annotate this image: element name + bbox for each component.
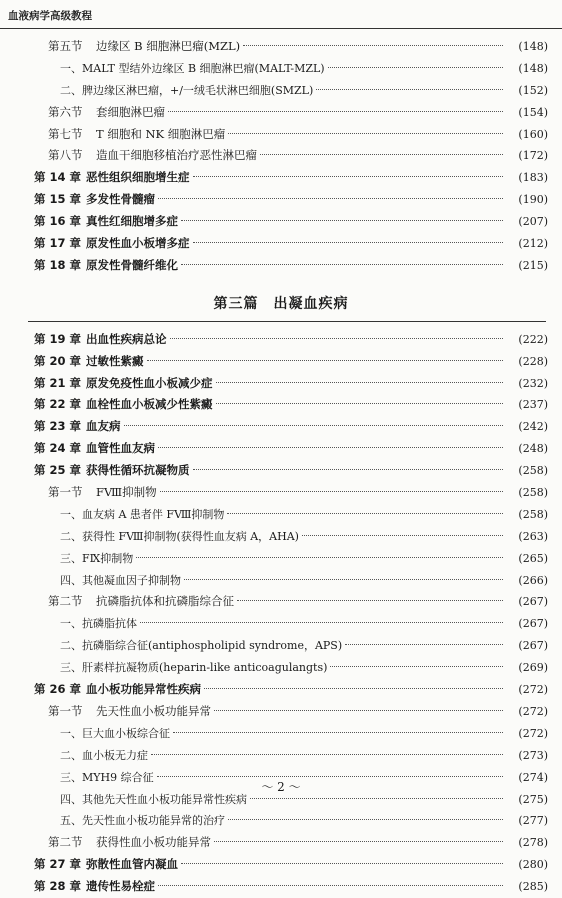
entry-title: 四、其他凝血因子抑制物 — [60, 573, 181, 587]
entry-title: 原发性血小板增多症 — [86, 236, 190, 251]
toc-item-entry[interactable] — [0, 723, 562, 745]
entry-title: 五、先天性血小板功能异常的治疗 — [60, 814, 225, 828]
dot-leader — [140, 622, 503, 623]
toc-chapter-entry[interactable] — [0, 460, 562, 482]
entry-page: (275) — [518, 792, 548, 806]
entry-page: (215) — [518, 258, 548, 272]
entry-title: 血小板功能异常性疾病 — [86, 682, 201, 697]
entry-title: 一、巨大血小板综合征 — [60, 726, 170, 740]
toc-item-entry[interactable] — [0, 80, 562, 102]
toc-item-entry[interactable] — [0, 657, 562, 679]
dot-leader — [181, 264, 503, 265]
entry-title: 二、脾边缘区淋巴瘤，+/一绒毛状淋巴细胞(SMZL) — [60, 83, 314, 97]
entry-page: (232) — [518, 376, 548, 390]
entry-page: (172) — [518, 149, 548, 163]
toc-item-entry[interactable] — [0, 570, 562, 592]
part-divider — [28, 321, 546, 322]
entry-page: (190) — [518, 193, 548, 207]
dot-leader — [216, 403, 504, 404]
entry-number: 第 17 章 — [34, 236, 82, 251]
entry-number: 第五节 — [48, 39, 83, 53]
entry-number: 第 25 章 — [34, 463, 82, 478]
entry-number: 第一节 — [48, 485, 83, 500]
entry-title: 获得性血小板功能异常 — [96, 835, 211, 850]
entry-leader — [48, 102, 506, 124]
dot-leader — [214, 710, 503, 711]
entry-number: 第 28 章 — [34, 879, 82, 894]
dot-leader — [216, 382, 504, 383]
toc-list-bottom — [0, 329, 562, 898]
toc-chapter-entry[interactable] — [0, 189, 562, 211]
entry-leader — [60, 504, 506, 526]
entry-title: 血管性血友病 — [86, 441, 155, 456]
dot-leader — [328, 67, 503, 68]
entry-title: 真性红细胞增多症 — [86, 214, 178, 229]
part-title: 第三篇 出凝血疾病 — [213, 295, 349, 312]
entry-title: 过敏性紫癜 — [86, 353, 144, 368]
dot-leader — [228, 819, 503, 820]
toc-item-entry[interactable] — [0, 635, 562, 657]
part-heading — [0, 277, 562, 329]
entry-title: 一、抗磷脂抗体 — [60, 617, 137, 631]
entry-title: 弥散性血管内凝血 — [86, 857, 178, 872]
entry-page: (272) — [518, 683, 548, 697]
entry-page: (267) — [518, 617, 548, 631]
entry-page: (265) — [518, 551, 548, 565]
entry-page: (280) — [518, 858, 548, 872]
entry-page: (148) — [518, 40, 548, 53]
entry-page: (183) — [518, 171, 548, 185]
dot-leader — [147, 360, 504, 361]
entry-leader — [48, 591, 506, 613]
entry-title: 二、抗磷脂综合征(antiphospholipid syndrome，APS) — [60, 639, 343, 653]
toc-section-entry[interactable] — [0, 102, 562, 124]
entry-title: 三、MYH9 综合征 — [60, 770, 154, 784]
entry-leader — [34, 189, 506, 211]
entry-leader — [34, 854, 506, 876]
dot-leader — [136, 557, 503, 558]
toc-item-entry[interactable] — [0, 745, 562, 767]
toc-item-entry[interactable] — [0, 58, 562, 80]
entry-leader — [60, 635, 506, 657]
dot-leader — [243, 45, 503, 46]
dot-leader — [170, 338, 504, 339]
entry-leader — [34, 373, 506, 395]
entry-title: 套细胞淋巴瘤 — [96, 104, 165, 119]
dot-leader — [160, 491, 503, 492]
entry-leader — [60, 570, 506, 592]
dot-leader — [227, 513, 503, 514]
dot-leader — [302, 535, 503, 536]
entry-title: 获得性循环抗凝物质 — [86, 463, 190, 478]
toc-section-entry[interactable] — [0, 145, 562, 167]
entry-number: 第二节 — [48, 835, 83, 850]
toc-section-entry[interactable] — [0, 591, 562, 613]
dot-leader — [158, 198, 503, 199]
entry-page: (269) — [518, 661, 548, 675]
entry-leader — [48, 36, 506, 58]
dot-leader — [181, 220, 503, 221]
entry-page: (248) — [518, 442, 548, 456]
entry-title: 四、其他先天性血小板功能异常性疾病 — [60, 792, 247, 806]
dot-leader — [157, 776, 503, 777]
dot-leader — [214, 841, 503, 842]
toc-chapter-entry[interactable] — [0, 679, 562, 701]
toc-section-entry[interactable] — [0, 701, 562, 723]
toc-section-entry[interactable] — [0, 482, 562, 504]
entry-leader — [34, 255, 506, 277]
toc-item-entry[interactable] — [0, 613, 562, 635]
entry-leader — [34, 211, 506, 233]
entry-number: 第八节 — [48, 148, 83, 163]
entry-leader — [48, 701, 506, 723]
entry-title: 抗磷脂抗体和抗磷脂综合征 — [96, 594, 234, 609]
entry-leader — [48, 482, 506, 504]
entry-number: 第 16 章 — [34, 214, 82, 229]
dot-leader — [173, 732, 503, 733]
entry-leader — [60, 723, 506, 745]
dot-leader — [345, 644, 503, 645]
entry-page: (237) — [518, 398, 548, 412]
dot-leader — [193, 469, 504, 470]
entry-page: (207) — [518, 215, 548, 229]
toc-list-top — [0, 36, 562, 277]
entry-leader — [34, 329, 506, 351]
toc-chapter-entry[interactable] — [0, 351, 562, 373]
entry-title: 二、获得性 FⅧ抑制物(获得性血友病 A，AHA) — [60, 529, 299, 543]
entry-leader — [60, 613, 506, 635]
entry-page: (242) — [518, 420, 548, 434]
entry-page: (154) — [518, 105, 548, 119]
dot-leader — [250, 798, 503, 799]
toc-chapter-entry[interactable] — [0, 394, 562, 416]
entry-leader — [34, 167, 506, 189]
entry-leader — [34, 394, 506, 416]
entry-title: 一、MALT 型结外边缘区 B 细胞淋巴瘤(MALT-MZL) — [60, 61, 325, 75]
entry-title: T 细胞和 NK 细胞淋巴瘤 — [96, 126, 226, 141]
toc-item-entry[interactable] — [0, 526, 562, 548]
entry-title: 三、FⅨ抑制物 — [60, 551, 134, 565]
entry-title: 血栓性血小板减少性紫癜 — [86, 397, 213, 412]
toc-chapter-entry[interactable] — [0, 416, 562, 438]
entry-title: 造血干细胞移植治疗恶性淋巴瘤 — [96, 148, 257, 163]
entry-number: 第二节 — [48, 594, 83, 609]
toc-section-entry[interactable] — [0, 124, 562, 146]
dot-leader — [193, 176, 504, 177]
entry-number: 第 18 章 — [34, 257, 82, 272]
dot-leader — [124, 425, 504, 426]
toc-chapter-entry[interactable] — [0, 167, 562, 189]
entry-leader — [60, 58, 506, 80]
entry-page: (152) — [518, 83, 548, 97]
entry-title: FⅧ抑制物 — [96, 485, 157, 500]
entry-title: 原发性骨髓纤维化 — [86, 257, 178, 272]
entry-number: 第 23 章 — [34, 419, 82, 434]
entry-leader — [60, 80, 506, 102]
toc-chapter-entry[interactable] — [0, 233, 562, 255]
entry-page: (160) — [518, 127, 548, 141]
entry-leader — [60, 526, 506, 548]
dot-leader — [237, 600, 503, 601]
entry-page: (285) — [518, 880, 548, 894]
dot-leader — [184, 579, 503, 580]
entry-title: 血友病 — [86, 419, 121, 434]
dot-leader — [316, 89, 503, 90]
entry-number: 第六节 — [48, 104, 83, 119]
toc-section-entry[interactable] — [0, 36, 562, 58]
entry-title: 出血性疾病总论 — [86, 331, 167, 346]
entry-title: 一、血友病 A 患者伴 FⅧ抑制物 — [60, 507, 225, 521]
dot-leader — [204, 688, 503, 689]
page-number: ～ 2 ～ — [261, 780, 301, 794]
entry-page: (148) — [518, 61, 548, 75]
entry-page: (272) — [518, 726, 548, 740]
entry-leader — [34, 876, 506, 898]
entry-title: 恶性组织细胞增生症 — [86, 170, 190, 185]
entry-number: 第 20 章 — [34, 353, 82, 368]
entry-title: 原发免疫性血小板减少症 — [86, 375, 213, 390]
entry-title: 边缘区 B 细胞淋巴瘤(MZL) — [96, 39, 241, 53]
dot-leader — [260, 154, 503, 155]
entry-title: 先天性血小板功能异常 — [96, 703, 211, 718]
entry-page: (272) — [518, 704, 548, 718]
entry-page: (273) — [518, 748, 548, 762]
entry-title: 三、肝素样抗凝物质(heparin-like anticoagulangts) — [60, 661, 328, 675]
entry-leader — [34, 438, 506, 460]
entry-page: (277) — [518, 814, 548, 828]
toc-chapter-entry[interactable] — [0, 255, 562, 277]
toc-chapter-entry[interactable] — [0, 211, 562, 233]
entry-page: (267) — [518, 595, 548, 609]
dot-leader — [158, 447, 503, 448]
entry-leader — [48, 145, 506, 167]
entry-page: (222) — [518, 332, 548, 346]
toc-section-entry[interactable] — [0, 832, 562, 854]
entry-leader — [60, 745, 506, 767]
toc-chapter-entry[interactable] — [0, 329, 562, 351]
entry-number: 第 15 章 — [34, 192, 82, 207]
book-title: 血液病学高级教程 — [8, 10, 92, 22]
entry-page: (258) — [518, 486, 548, 500]
running-header — [0, 0, 562, 29]
entry-number: 第 22 章 — [34, 397, 82, 412]
entry-leader — [34, 351, 506, 373]
dot-leader — [181, 863, 503, 864]
toc-item-entry[interactable] — [0, 548, 562, 570]
entry-number: 第 26 章 — [34, 682, 82, 697]
toc-item-entry[interactable] — [0, 504, 562, 526]
entry-leader — [60, 548, 506, 570]
entry-page: (278) — [518, 836, 548, 850]
entry-title: 遗传性易栓症 — [86, 879, 155, 894]
entry-page: (263) — [518, 529, 548, 543]
entry-leader — [34, 233, 506, 255]
entry-page: (228) — [518, 354, 548, 368]
entry-leader — [34, 679, 506, 701]
entry-leader — [34, 460, 506, 482]
entry-page: (258) — [518, 507, 548, 521]
entry-leader — [60, 657, 506, 679]
entry-title: 二、血小板无力症 — [60, 748, 148, 762]
entry-page: (274) — [518, 770, 548, 784]
entry-leader — [34, 416, 506, 438]
entry-page: (258) — [518, 464, 548, 478]
dot-leader — [193, 242, 504, 243]
entry-number: 第 27 章 — [34, 857, 82, 872]
dot-leader — [158, 885, 503, 886]
dot-leader — [151, 754, 503, 755]
entry-page: (267) — [518, 639, 548, 653]
entry-number: 第七节 — [48, 126, 83, 141]
dot-leader — [330, 666, 503, 667]
toc-chapter-entry[interactable] — [0, 876, 562, 898]
entry-number: 第 19 章 — [34, 331, 82, 346]
entry-number: 第 24 章 — [34, 441, 82, 456]
entry-page: (212) — [518, 237, 548, 251]
entry-title: 多发性骨髓瘤 — [86, 192, 155, 207]
entry-leader — [48, 124, 506, 146]
entry-leader — [60, 810, 506, 832]
entry-number: 第 14 章 — [34, 170, 82, 185]
entry-number: 第 21 章 — [34, 375, 82, 390]
dot-leader — [168, 111, 503, 112]
table-of-contents — [0, 36, 562, 898]
toc-chapter-entry[interactable] — [0, 438, 562, 460]
entry-page: (266) — [518, 573, 548, 587]
toc-chapter-entry[interactable] — [0, 373, 562, 395]
toc-chapter-entry[interactable] — [0, 854, 562, 876]
entry-leader — [48, 832, 506, 854]
dot-leader — [228, 133, 503, 134]
entry-number: 第一节 — [48, 703, 83, 718]
toc-item-entry[interactable] — [0, 810, 562, 832]
